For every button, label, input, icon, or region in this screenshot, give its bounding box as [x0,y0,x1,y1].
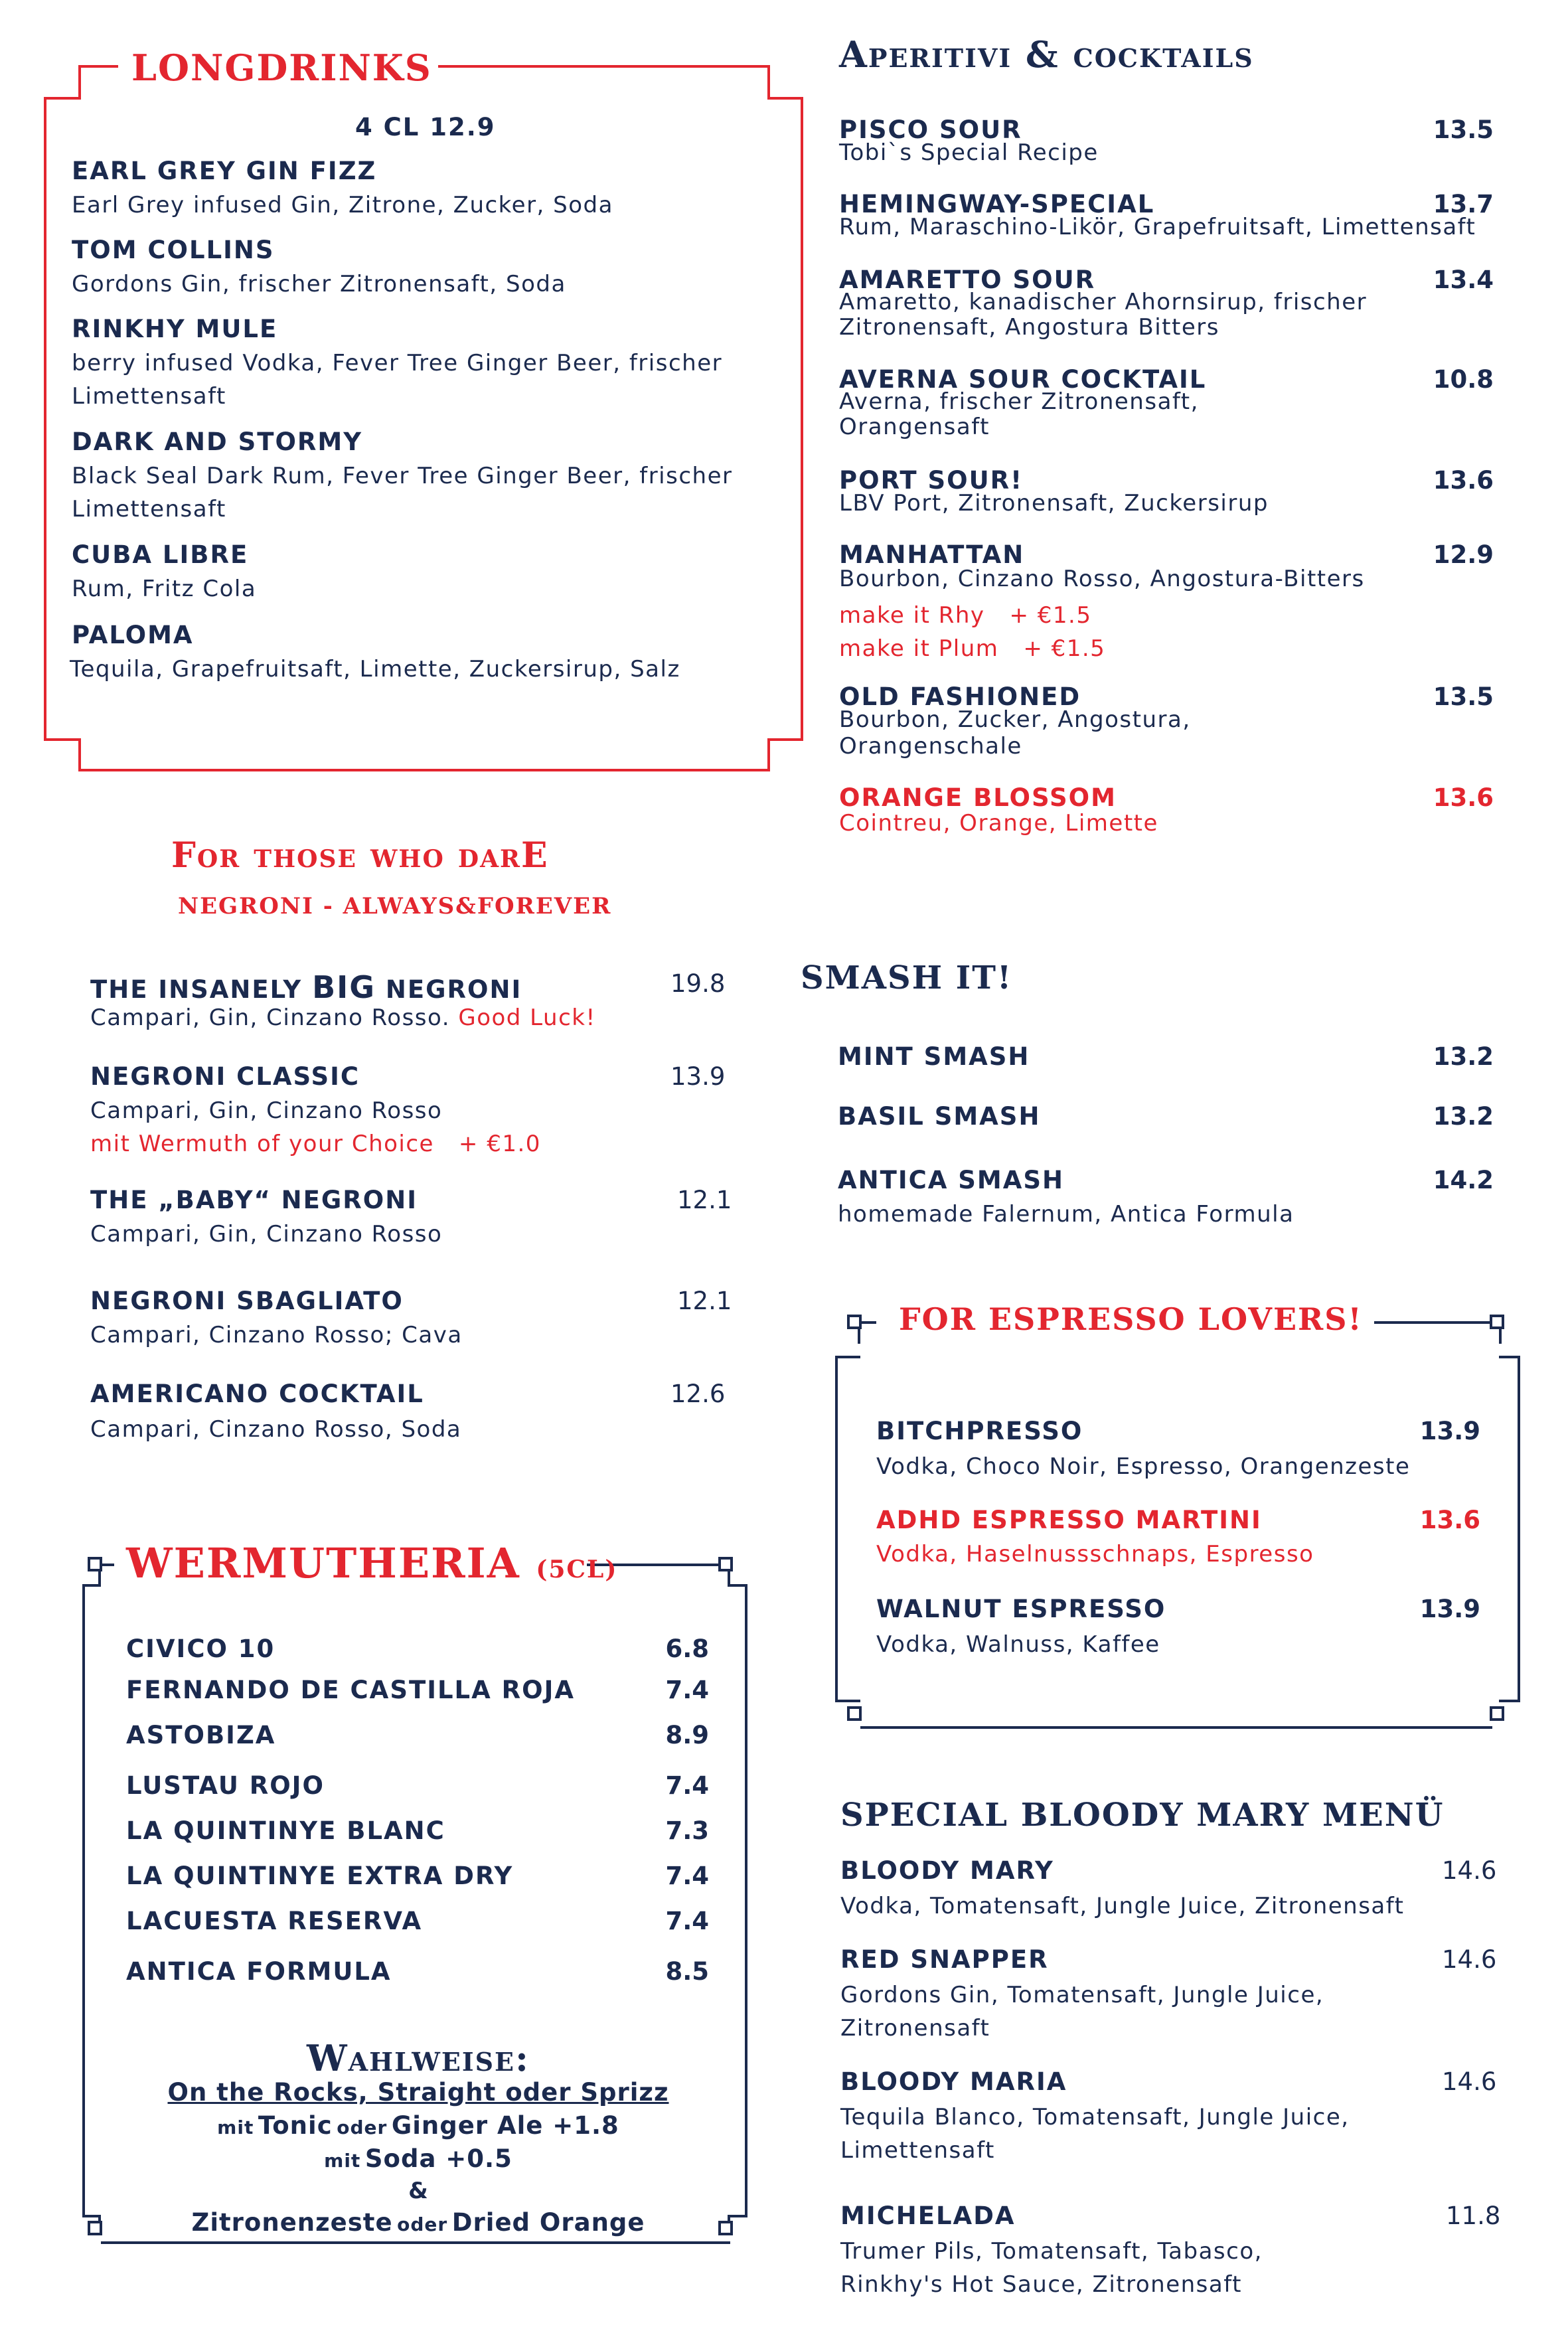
espresso-price: 13.9 [1419,1595,1480,1623]
cocktail-extra [839,599,1091,632]
cocktail-desc: Cointreu, Orange, Limette [839,810,1158,837]
cocktail-name: OLD FASHIONED [839,683,1081,711]
bloody-desc: Gordons Gin, Tomatensaft, Jungle Juice, Zitronensaft [840,1982,1324,2042]
frame-notch-tl-v [78,65,81,98]
bloody-price: 14.6 [1442,1856,1497,1885]
bloody-desc: Trumer Pils, Tomatensaft, Tabasco, Rinkhy's Hot Sauce, Zitronensaft [840,2238,1263,2298]
dare-title: For those who darE [171,835,549,876]
espresso-desc: Vodka, Choco Noir, Espresso, Orangenzeste [876,1453,1411,1480]
frame-right [801,97,803,741]
option-word: Zitronenzeste [191,2208,393,2237]
small-word: mit [324,2150,361,2172]
smash-price: 13.2 [1433,1042,1494,1071]
frame-corner [1490,1706,1504,1721]
dare-item-desc: Campari, Cinzano Rosso, Soda [90,1416,462,1443]
cocktail-price: 13.5 [1433,116,1494,144]
frame-left [82,1584,85,2216]
small-word: mit [217,2117,254,2138]
dare-item-name [90,969,522,1005]
frame-bottom [101,2241,730,2244]
frame-corner [718,2221,733,2235]
frame-right [745,1584,747,2216]
wermut-name: LUSTAU ROJO [126,1771,325,1800]
name-part: NEGRONI [376,975,522,1004]
title-unit: (5CL) [536,1556,618,1583]
extra-price: + €1.5 [1023,635,1106,662]
frame-top-left [78,65,118,68]
wermut-price: 7.4 [665,1676,709,1704]
frame-notch-bl-h [44,738,81,741]
frame-notch-tr-v [767,65,770,98]
cocktail-name: PORT SOUR! [839,466,1024,495]
cocktail-price: 13.7 [1433,190,1494,218]
wermut-name: FERNANDO DE CASTILLA ROJA [126,1676,575,1704]
wermut-options-amp: & [408,2178,428,2204]
bloody-name: BLOODY MARIA [840,2067,1067,2096]
option-word: Dried Orange [451,2208,645,2237]
bloody-price: 14.6 [1442,2067,1497,2096]
wermut-name: LACUESTA RESERVA [126,1907,423,1935]
wermut-name: LA QUINTINYE BLANC [126,1816,445,1845]
cocktail-price: 13.5 [1433,683,1494,711]
frame-notch-br-h [767,738,803,741]
espresso-desc: Vodka, Walnuss, Kaffee [876,1631,1160,1658]
wermut-name: ANTICA FORMULA [126,1957,392,1986]
smash-name: BASIL SMASH [838,1102,1041,1131]
frame-notch-tr-h [767,97,803,100]
small-word: oder [337,2117,388,2138]
extra-text: mit Wermuth of your Choice [90,1131,434,1157]
espresso-price: 13.6 [1419,1506,1480,1534]
dare-item-price: 12.1 [677,1186,732,1214]
longdrink-desc: Rum, Fritz Cola [72,576,257,602]
wermut-price: 8.5 [665,1957,709,1986]
dare-item-price: 12.6 [670,1380,726,1408]
cocktail-desc: LBV Port, Zitronensaft, Zuckersirup [839,490,1269,517]
dare-item-price: 19.8 [670,969,726,998]
bloody-price: 14.6 [1442,1945,1497,1974]
longdrink-name: DARK AND STORMY [72,428,363,456]
frame-notch-tl-h [82,1584,101,1587]
wermut-name: CIVICO 10 [126,1635,275,1663]
wermut-price: 7.3 [665,1816,709,1845]
smash-price: 14.2 [1433,1166,1494,1194]
bloody-desc: Vodka, Tomatensaft, Jungle Juice, Zitronensaft [840,1893,1405,1919]
frame-corner [88,2221,102,2235]
frame-notch-br-h [1499,1700,1520,1702]
frame-notch-tr-v [1499,1329,1502,1344]
cocktail-price: 10.8 [1433,365,1494,394]
small-word: oder [397,2213,448,2235]
frame-corner [847,1706,862,1721]
extra-price: + €1.0 [458,1131,541,1157]
smash-desc: homemade Falernum, Antica Formula [838,1201,1294,1228]
option-word: Soda +0.5 [364,2144,512,2173]
cocktail-desc: Amaretto, kanadischer Ahornsirup, frischer Zitronensaft, Angostura Bitters [839,289,1368,341]
wermut-price: 8.9 [665,1721,709,1749]
cocktail-desc: Averna, frischer Zitronensaft, Orangensaft [839,388,1199,440]
wermutheria-title [126,1539,617,1587]
longdrink-desc: Black Seal Dark Rum, Fever Tree Ginger Beer, frischer Limettensaft [72,463,733,522]
longdrink-desc: Gordons Gin, frischer Zitronensaft, Soda [72,271,566,297]
name-big: BIG [312,969,376,1005]
longdrink-name: EARL GREY GIN FIZZ [72,157,377,185]
desc-red: Good Luck! [458,1004,596,1031]
smash-name: MINT SMASH [838,1042,1030,1071]
espresso-price: 13.9 [1419,1417,1480,1445]
option-word: Ginger Ale +1.8 [391,2111,619,2140]
frame-corner [1490,1315,1504,1329]
smash-name: ANTICA SMASH [838,1166,1064,1194]
cocktail-name: AMARETTO SOUR [839,266,1096,294]
cocktail-name: ORANGE BLOSSOM [839,783,1117,812]
frame-bottom [860,1726,1492,1729]
espresso-title: FOR ESPRESSO LOVERS! [899,1301,1363,1337]
bloody-title: SPECIAL BLOODY MARY MENÜ [840,1797,1445,1834]
cocktail-extra [839,632,1105,665]
option-word: Tonic [258,2111,333,2140]
wermut-name: LA QUINTINYE EXTRA DRY [126,1862,514,1890]
dare-item-extra [90,1127,541,1161]
longdrink-name: CUBA LIBRE [72,540,249,569]
dare-item-name: THE „BABY“ NEGRONI [90,1186,418,1214]
longdrink-name: PALOMA [72,621,194,649]
cocktail-name: PISCO SOUR [839,116,1022,144]
wermut-options-line2 [133,2111,704,2140]
frame-left [44,97,46,741]
dare-item-desc: Campari, Gin, Cinzano Rosso [90,1221,443,1247]
cocktail-desc: Rum, Maraschino-Likör, Grapefruitsaft, Limettensaft [839,214,1476,240]
frame-notch-bl-v [78,738,81,771]
cocktail-name: MANHATTAN [839,540,1025,569]
wermut-name: ASTOBIZA [126,1721,276,1749]
dare-item-name: NEGRONI SBAGLIATO [90,1287,404,1315]
dare-item-price: 13.9 [670,1062,726,1091]
title-text: WERMUTHERIA [126,1539,520,1587]
wermut-options-line4 [133,2208,704,2237]
cocktail-desc: Tobi`s Special Recipe [839,139,1099,166]
cocktail-desc: Bourbon, Cinzano Rosso, Angostura-Bitters [839,566,1365,592]
dare-subtitle: NEGRONI - ALWAYS&FOREVER [178,893,612,920]
dare-item-name: NEGRONI CLASSIC [90,1062,360,1091]
frame-notch-br-h [728,2215,747,2217]
smash-price: 13.2 [1433,1102,1494,1131]
espresso-desc: Vodka, Haselnussschnaps, Espresso [876,1541,1314,1567]
wermut-price: 7.4 [665,1862,709,1890]
wermut-options-title: Wahlweise: [307,2037,530,2079]
cocktail-price: 13.6 [1433,466,1494,495]
wermut-price: 7.4 [665,1771,709,1800]
cocktail-price: 13.6 [1433,783,1494,812]
frame-notch-tl-h [44,97,81,100]
extra-text: make it Rhy [839,602,985,629]
frame-left [835,1356,838,1701]
frame-notch-tl-h [835,1356,860,1358]
longdrink-desc: Earl Grey infused Gin, Zitrone, Zucker, Soda [72,192,613,218]
longdrink-desc: berry infused Vodka, Fever Tree Ginger Beer, frischer Limettensaft [72,350,723,410]
dare-item-desc: Campari, Cinzano Rosso; Cava [90,1322,463,1348]
espresso-name: ADHD ESPRESSO MARTINI [876,1506,1262,1534]
bloody-price: 11.8 [1446,2202,1501,2230]
frame-corner [718,1557,733,1571]
frame-bottom [78,769,770,771]
longdrink-desc: Tequila, Grapefruitsaft, Limette, Zuckersirup, Salz [70,656,680,683]
frame-top-right [438,65,770,68]
frame-notch-br-v [767,738,770,771]
smash-title: SMASH IT! [801,959,1013,997]
cocktail-price: 13.4 [1433,266,1494,294]
cocktail-name: AVERNA SOUR COCKTAIL [839,365,1207,394]
frame-corner [88,1557,102,1571]
bloody-name: RED SNAPPER [840,1945,1049,1974]
cocktail-price: 12.9 [1433,540,1494,569]
espresso-name: BITCHPRESSO [876,1417,1083,1445]
extra-price: + €1.5 [1009,602,1092,629]
bloody-name: BLOODY MARY [840,1856,1054,1885]
bloody-desc: Tequila Blanco, Tomatensaft, Jungle Juice, Limettensaft [840,2104,1350,2164]
frame-notch-bl-h [835,1700,860,1702]
wermut-options-line1: On the Rocks, Straight oder Sprizz [167,2078,669,2107]
bloody-name: MICHELADA [840,2202,1016,2230]
wermut-options-line3 [133,2144,704,2173]
extra-text: make it Plum [839,635,999,662]
wermut-price: 6.8 [665,1635,709,1663]
cocktail-desc: Bourbon, Zucker, Angostura, Orangenschale [839,706,1191,760]
cocktail-name: HEMINGWAY-SPECIAL [839,190,1155,218]
frame-notch-tl-v [858,1329,860,1344]
dare-item-desc [90,1001,596,1034]
longdrinks-size-price: 4 CL 12.9 [355,113,496,141]
frame-top-right [1374,1321,1503,1324]
dare-item-name: AMERICANO COCKTAIL [90,1380,424,1408]
espresso-name: WALNUT ESPRESSO [876,1595,1166,1623]
name-part: THE INSANELY [90,975,313,1004]
dare-item-price: 12.1 [677,1287,732,1315]
aperitivi-title: Aperitivi & cocktails [839,33,1254,76]
longdrink-name: TOM COLLINS [72,236,275,264]
longdrink-name: RINKHY MULE [72,315,278,343]
longdrinks-title: LONGDRINKS [131,46,432,89]
frame-right [1518,1356,1520,1701]
wermut-price: 7.4 [665,1907,709,1935]
dare-item-desc: Campari, Gin, Cinzano Rosso [90,1097,443,1124]
desc-text: Campari, Gin, Cinzano Rosso. [90,1004,451,1031]
frame-corner [847,1315,862,1329]
